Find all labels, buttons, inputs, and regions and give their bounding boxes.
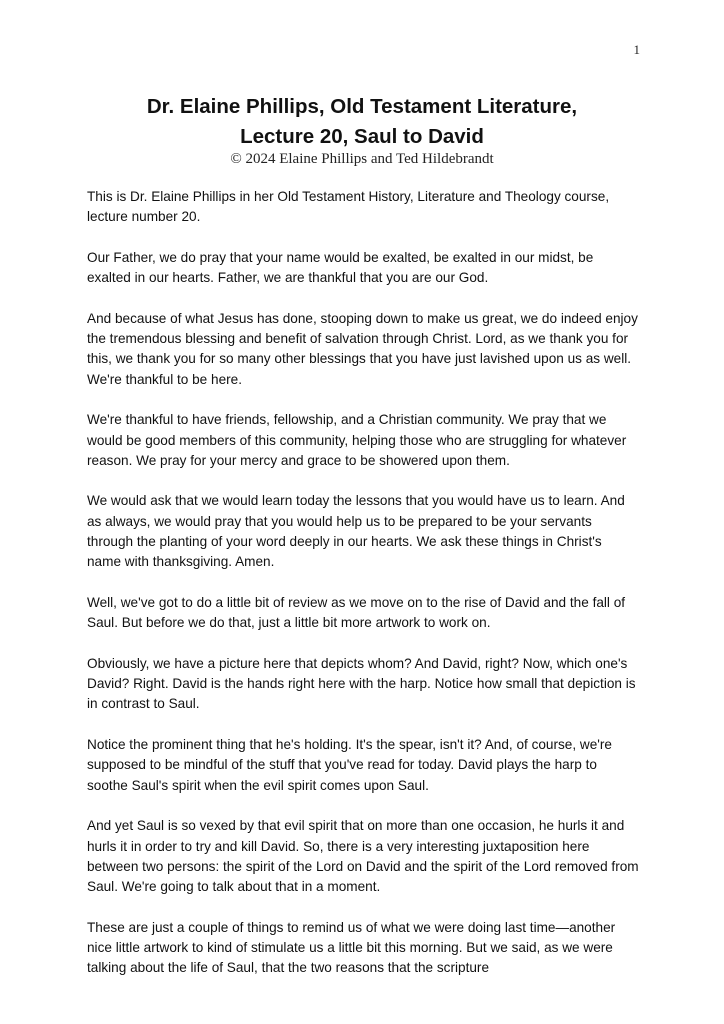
paragraph: Our Father, we do pray that your name would be exalted, be exalted in our midst, be exalted in our hearts. Father, we are thankful that you are our God.	[87, 249, 594, 286]
paragraph: Obviously, we have a picture here that depicts whom? And David, right? Now, which one's David? Right. David is the hands right here with the harp. Notice how small that depiction is in contrast to Saul.	[87, 655, 636, 712]
paragraph: We're thankful to have friends, fellowship, and a Christian community. We pray that we would be good members of this community, helping those who are struggling for whatever reason. We pray for your mercy and grace to be showered upon them.	[87, 412, 627, 468]
title-line-1: Dr. Elaine Phillips, Old Testament Literature,	[146, 95, 578, 118]
paragraph: Well, we've got to do a little bit of review as we move on to the rise of David and the fall of Saul. But before we do that, just a little bit more artwork to work on.	[87, 594, 626, 631]
title-line-2: Lecture 20, Saul to David	[240, 125, 484, 148]
paragraph: And yet Saul is so vexed by that evil spirit that on more than one occasion, he hurls it and hurls it in order to try and kill David. So, there is a very interesting juxtaposition here between two persons: the spirit of the Lord on David and the spirit of the Lord removed from Saul. We're going to talk about that in a moment.	[87, 818, 639, 895]
paragraph: These are just a couple of things to remind us of what we were doing last time—another nice little artwork to kind of stimulate us a little bit this morning. But we said, as we were talking about the life of Saul, that the two reasons that the scripture	[87, 919, 616, 976]
paragraph: This is Dr. Elaine Phillips in her Old Testament History, Literature and Theology course, lecture number 20.	[87, 189, 610, 225]
copyright-line: © 2024 Elaine Phillips and Ted Hildebrandt	[230, 151, 494, 167]
paragraph: We would ask that we would learn today the lessons that you would have us to learn. And as always, we would pray that you would help us to be prepared to be your servants through the planting of your word deeply in our hearts. We ask these things in Christ's name with thanksgiving. Amen.	[87, 493, 625, 570]
paragraph: And because of what Jesus has done, stooping down to make us great, we do indeed enjoy the tremendous blessing and benefit of salvation through Christ. Lord, as we thank you for this, we thank you for so many other blessings that you have just lavished upon us as well. We're thankful to be here.	[87, 310, 638, 387]
document-title	[0, 92, 724, 152]
document-body	[87, 187, 639, 999]
paragraph: Notice the prominent thing that he's holding. It's the spear, isn't it? And, of course, we're supposed to be mindful of the stuff that you've read for today. David plays the harp to soothe Saul's spirit when the evil spirit comes upon Saul.	[87, 737, 612, 793]
page-number: 1	[633, 42, 640, 57]
